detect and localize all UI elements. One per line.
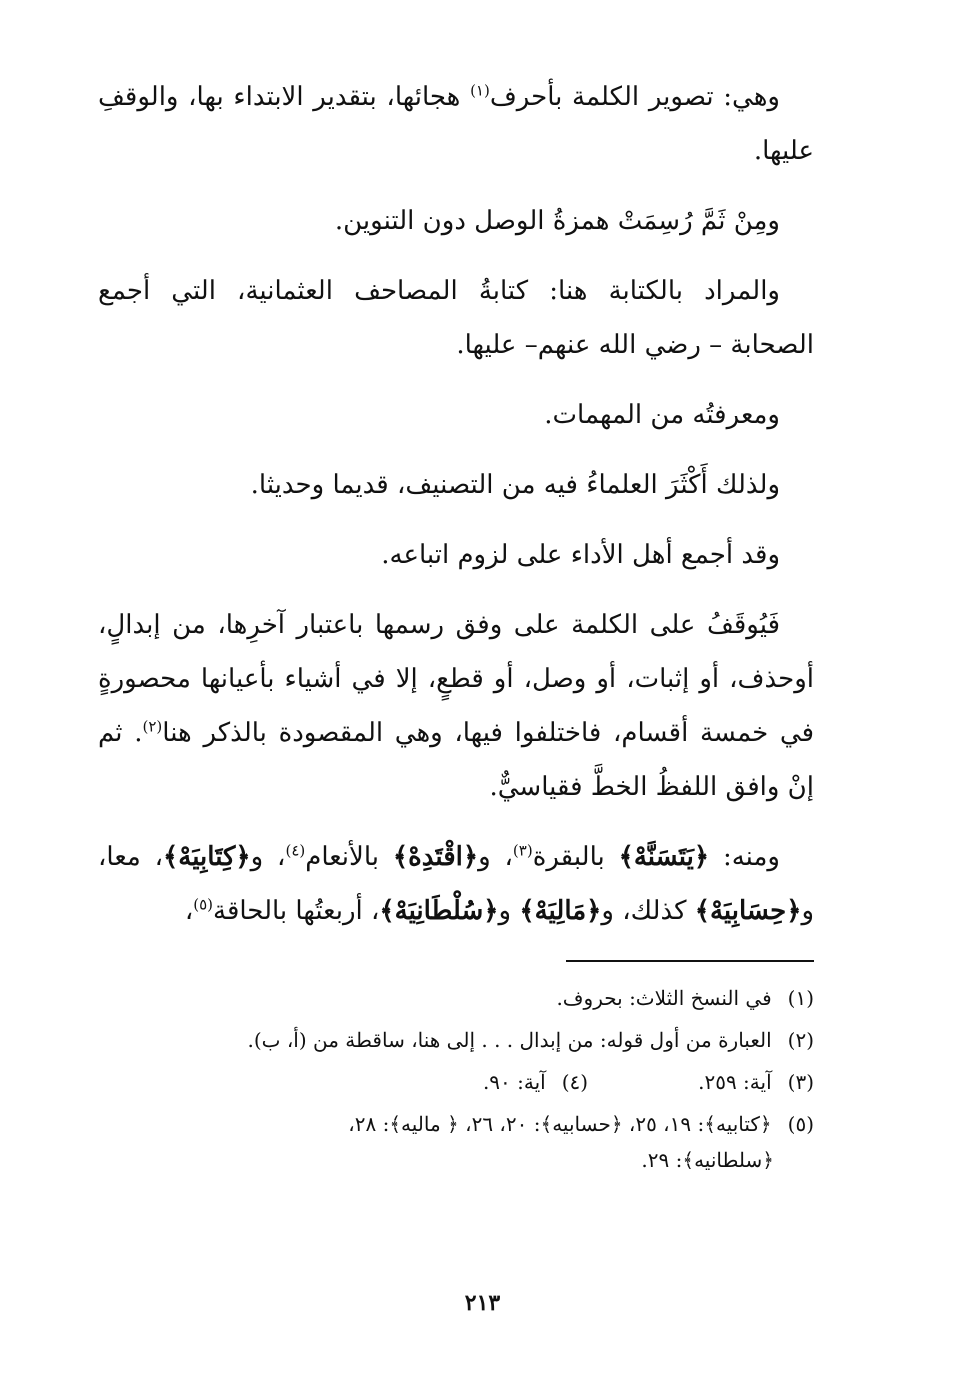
footnote-1 <box>98 980 814 1016</box>
footnote-5-number: (٥) <box>787 1112 814 1136</box>
footnote-ref-4[interactable]: (٤) <box>285 841 306 860</box>
footnote-ref-1[interactable]: (١) <box>470 81 490 100</box>
paragraph-8-t5: ، معا، و <box>98 842 814 926</box>
footnote-2 <box>98 1022 814 1058</box>
footnote-separator <box>566 960 814 962</box>
paragraph-8-t9: ، <box>184 896 194 926</box>
paragraph-8 <box>98 830 814 938</box>
footnote-5-line-1: ﴿كتابيه﴾: ١٩، ٢٥، ﴿حسابيه﴾: ٢٠، ٢٦، ﴿ ماليه﴾: ٢٨، <box>348 1112 772 1136</box>
paragraph-3: والمراد بالكتابة هنا: كتابةُ المصاحف العثمانية، التي أجمع الصحابة – رضي الله عنهم– عليها. <box>98 276 814 360</box>
footnote-5 <box>98 1106 814 1178</box>
paragraph-8-t8: ، أربعتُها بالحاقة <box>213 896 380 926</box>
paragraph-8-t3: بالأنعام <box>305 842 393 872</box>
paragraph-1 <box>98 70 814 178</box>
paragraph-8-t1: بالبقرة <box>532 842 619 872</box>
footnotes <box>98 980 814 1178</box>
paragraph-2: ومِنْ ثَمَّ رُسِمَتْ همزةُ الوصل دون التنوين. <box>334 206 780 236</box>
quran-word-5: ﴿مَالِيَهْ﴾ <box>519 896 602 926</box>
quran-word-3: ﴿كِتَابِيَهْ﴾ <box>163 842 251 872</box>
paragraph-4: ومعرفتُه من المهمات. <box>544 400 780 430</box>
footnote-4 <box>483 1064 588 1100</box>
quran-word-1: ﴿يَتَسَنَّهْ﴾ <box>618 842 710 872</box>
paragraph-8-lead: ومنه: <box>709 842 780 872</box>
footnote-1-number: (١) <box>787 986 814 1010</box>
quran-word-6: ﴿سُلْطَانِيَهْ﴾ <box>379 896 499 926</box>
paragraph-1-text-a: وهي: تصوير الكلمة بأحرف <box>489 82 780 112</box>
footnote-2-text: العبارة من أول قوله: من إبدال . . . إلى هنا، ساقطة من (أ، ب). <box>247 1028 772 1052</box>
footnote-ref-5[interactable]: (٥) <box>193 895 214 914</box>
footnote-2-number: (٢) <box>787 1028 814 1052</box>
paragraph-7 <box>98 598 814 814</box>
footnote-ref-2[interactable]: (٢) <box>142 717 163 736</box>
footnote-ref-3[interactable]: (٣) <box>512 841 533 860</box>
footnote-3-number: (٣) <box>787 1070 814 1094</box>
paragraph-8-t4: ، و <box>250 842 286 872</box>
quran-word-4: ﴿حِسَابِيَهْ﴾ <box>694 896 802 926</box>
footnote-3-text: آية: ٢٥٩. <box>698 1070 772 1094</box>
paragraph-8-t6: كذلك، و <box>601 896 695 926</box>
page <box>98 70 814 1360</box>
footnote-4-number: (٤) <box>561 1070 589 1094</box>
footnote-3 <box>698 1064 814 1100</box>
body-text <box>98 70 814 938</box>
footnote-5-line-2: ﴿سلطانيه﴾: ٢٩. <box>641 1148 774 1172</box>
paragraph-7-text-b: . ثم إنْ وافق اللفظُ الخطَّ فقياسيٌّ. <box>98 718 814 802</box>
footnote-4-text: آية: ٩٠. <box>482 1070 546 1094</box>
footnote-row-3-4 <box>98 1064 814 1100</box>
paragraph-8-t7: و <box>498 896 520 926</box>
paragraph-6: وقد أجمع أهل الأداء على لزوم اتباعه. <box>381 540 780 570</box>
page-number: ٢١٣ <box>464 1290 501 1316</box>
paragraph-1-text-b: هجائها، بتقدير الابتداء بها، والوقفِ عليها. <box>98 82 814 166</box>
paragraph-7-text-a: فَيُوقَفُ على الكلمة على وفق رسمها باعتبار آخرِها، من إبدالٍ، أوحذف، أو إثبات، أو وصل، أو قطعٍ، إلا في أشياء بأعيانها محصورةٍ في خمسة أقسام، فاختلفوا فيها، وهي المقصودة بالذكر هنا <box>98 610 814 748</box>
paragraph-5: ولذلك أَكْثَرَ العلماءُ فيه من التصنيف، قديما وحديثا. <box>250 470 780 500</box>
quran-word-2: ﴿اقْتَدِهْ﴾ <box>392 842 479 872</box>
footnote-1-text: في النسخ الثلاث: بحروف. <box>556 986 772 1010</box>
paragraph-8-t2: ، و <box>478 842 513 872</box>
